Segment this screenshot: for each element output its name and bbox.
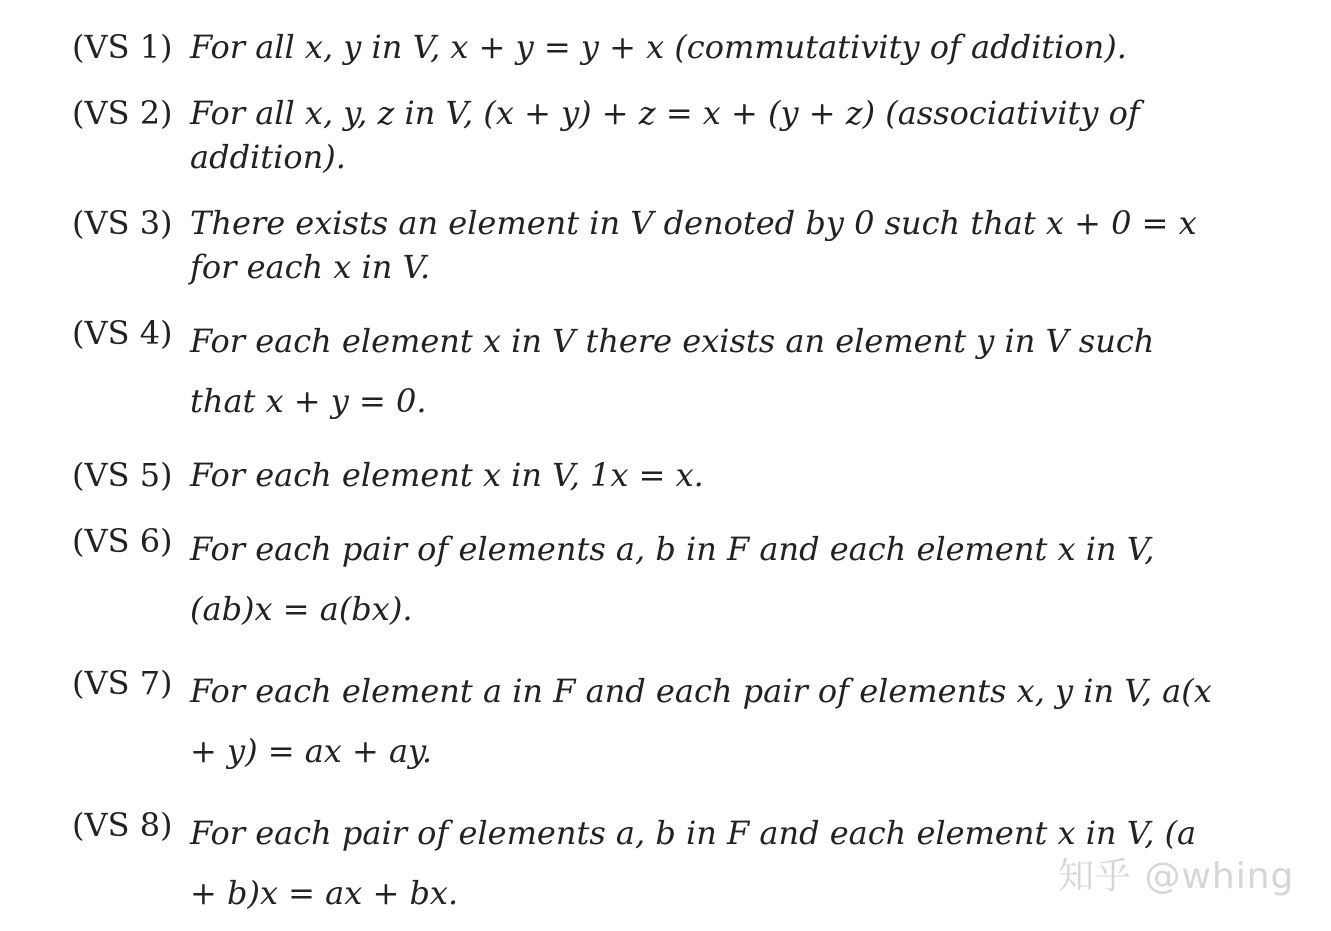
axiom-label: (VS 3)	[72, 204, 173, 242]
axiom-text: For each element a in F and each pair of elements x, y in V, a(x + y) = ax + ay.	[190, 672, 1212, 770]
axiom-list	[72, 25, 1272, 923]
axiom-text: For all x, y, z in V, (x + y) + z = x + (y + z) (associativity of addition).	[190, 94, 1140, 176]
axiom-text: There exists an element in V denoted by 0 such that x + 0 = x for each x in V.	[190, 204, 1197, 286]
axiom-label: (VS 7)	[72, 664, 173, 702]
axiom-label: (VS 6)	[72, 522, 173, 560]
axiom-vs6	[72, 519, 1272, 639]
axiom-text: For all x, y in V, x + y = y + x (commutativity of addition).	[190, 28, 1127, 66]
watermark: 知乎 @whing	[1058, 856, 1295, 897]
axiom-vs4	[72, 311, 1272, 431]
axiom-vs2	[72, 91, 1272, 179]
axiom-label: (VS 1)	[72, 28, 173, 66]
axiom-text: For each element x in V, 1x = x.	[190, 456, 704, 494]
axiom-vs3	[72, 201, 1272, 289]
axiom-vs1	[72, 25, 1272, 69]
axiom-label: (VS 8)	[72, 806, 173, 844]
axiom-label: (VS 2)	[72, 94, 173, 132]
axiom-label: (VS 4)	[72, 314, 173, 352]
axiom-text: For each pair of elements a, b in F and each element x in V, (ab)x = a(bx).	[190, 530, 1155, 628]
axiom-text: For each element x in V there exists an element y in V such that x + y = 0.	[190, 322, 1155, 420]
axiom-vs7	[72, 661, 1272, 781]
axiom-label: (VS 5)	[72, 456, 173, 494]
axiom-text: For each pair of elements a, b in F and each element x in V, (a + b)x = ax + bx.	[190, 814, 1197, 912]
axiom-vs5	[72, 453, 1272, 497]
